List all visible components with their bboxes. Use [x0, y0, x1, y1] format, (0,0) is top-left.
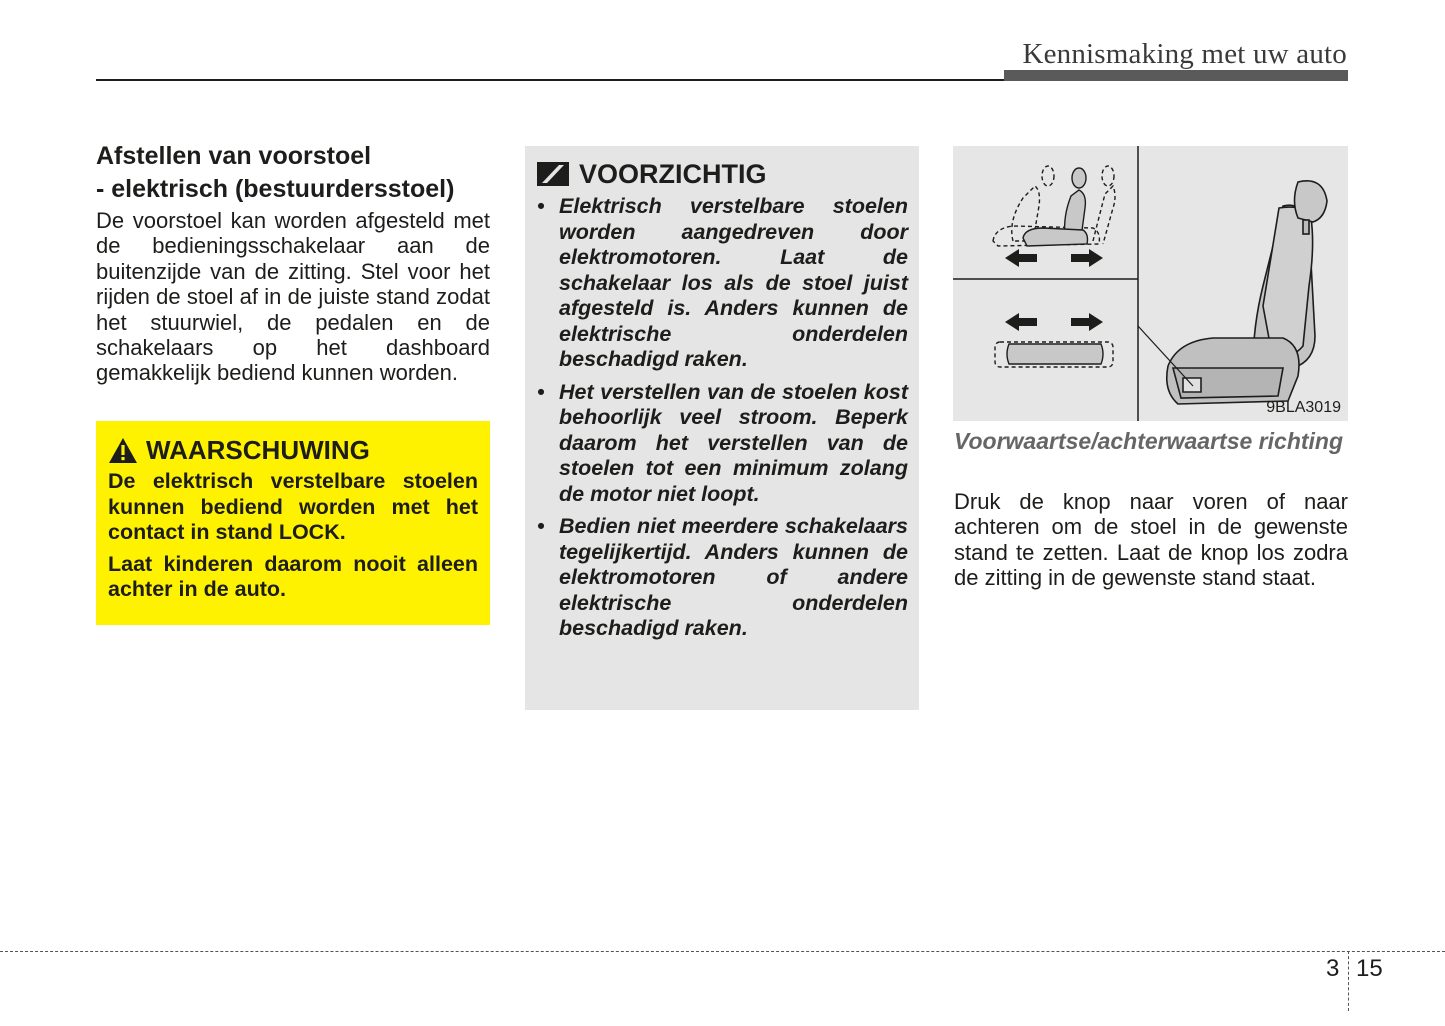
warning-triangle-icon: [108, 437, 138, 464]
figure-body: Druk de knop naar voren of naar achteren om de stoel in de gewenste stand te zetten. Laat de knop los zodra de zitting in de gewenste stand staat.: [954, 489, 1348, 591]
caution-item-text: Het verstellen van de stoelen kost behoorlijk veel stroom. Beperk daarom het verstellen van de stoelen tot een minimum zolang de motor niet loopt.: [559, 379, 908, 506]
section-title: [96, 140, 490, 206]
caution-icon: [537, 162, 569, 186]
figure-code: 9BLA3019: [1266, 399, 1341, 416]
section-title-line2: - elektrisch (bestuurdersstoel): [96, 175, 455, 203]
section-body: De voorstoel kan worden afgesteld met de bedieningsschakelaar aan de buitenzijde van de zitting. Stel voor het rijden de stoel af in de juiste stand zodat het stuurwiel, de pedalen en de schakelaars op het dashboard gemakkelijk bediend kunnen worden.: [96, 208, 490, 386]
bullet: •: [537, 514, 545, 538]
page-number: 15: [1356, 955, 1383, 982]
caution-item: [537, 514, 908, 642]
figure-caption: Voorwaartse/achterwaartse richting: [954, 428, 1344, 454]
caution-item-text: Bedien niet meerdere schakelaars tegelijkertijd. Anders kunnen de elektromotoren of andere elektrische onderdelen beschadigd raken.: [559, 514, 908, 640]
warning-heading: [108, 431, 478, 469]
top-arrows: [1005, 249, 1103, 267]
seat-illustration: [953, 146, 1348, 421]
caution-item: [537, 380, 908, 508]
chapter-number: 3: [1326, 955, 1340, 982]
section-column: [96, 140, 490, 386]
header-title: Kennismaking met uw auto: [1022, 38, 1347, 70]
warning-paragraph: Laat kinderen daarom nooit alleen achter in de auto.: [108, 551, 478, 601]
switch-icon: [995, 342, 1113, 367]
bullet: •: [537, 194, 545, 218]
warning-heading-text: WAARSCHUWING: [146, 434, 370, 465]
footer-rule: [0, 951, 1445, 952]
caution-list: [537, 194, 908, 642]
caution-heading: [537, 154, 908, 194]
bottom-arrows: [1005, 313, 1103, 331]
section-title-line1: Afstellen van voorstoel: [96, 142, 372, 170]
warning-box: [96, 421, 490, 625]
header-rule: [96, 79, 1004, 81]
seat-position-solid: [1023, 168, 1088, 246]
header-bar: [1004, 70, 1348, 81]
seat-diagram: [953, 146, 1348, 421]
footer-divider: [1348, 951, 1349, 1011]
bullet: •: [537, 379, 545, 404]
caution-item: [537, 194, 908, 373]
caution-heading-text: VOORZICHTIG: [579, 158, 767, 189]
warning-paragraph: De elektrisch verstelbare stoelen kunnen bediend worden met het contact in stand LOCK.: [108, 469, 478, 544]
caution-item-text: Elektrisch verstelbare stoelen worden aangedreven door elektromotoren. Laat de schakelaar los als de stoel juist afgesteld is. Anders kunnen de elektrische onderdelen beschadigd raken.: [559, 194, 908, 371]
caution-box: [525, 146, 919, 710]
large-seat-drawing: [1138, 181, 1327, 404]
